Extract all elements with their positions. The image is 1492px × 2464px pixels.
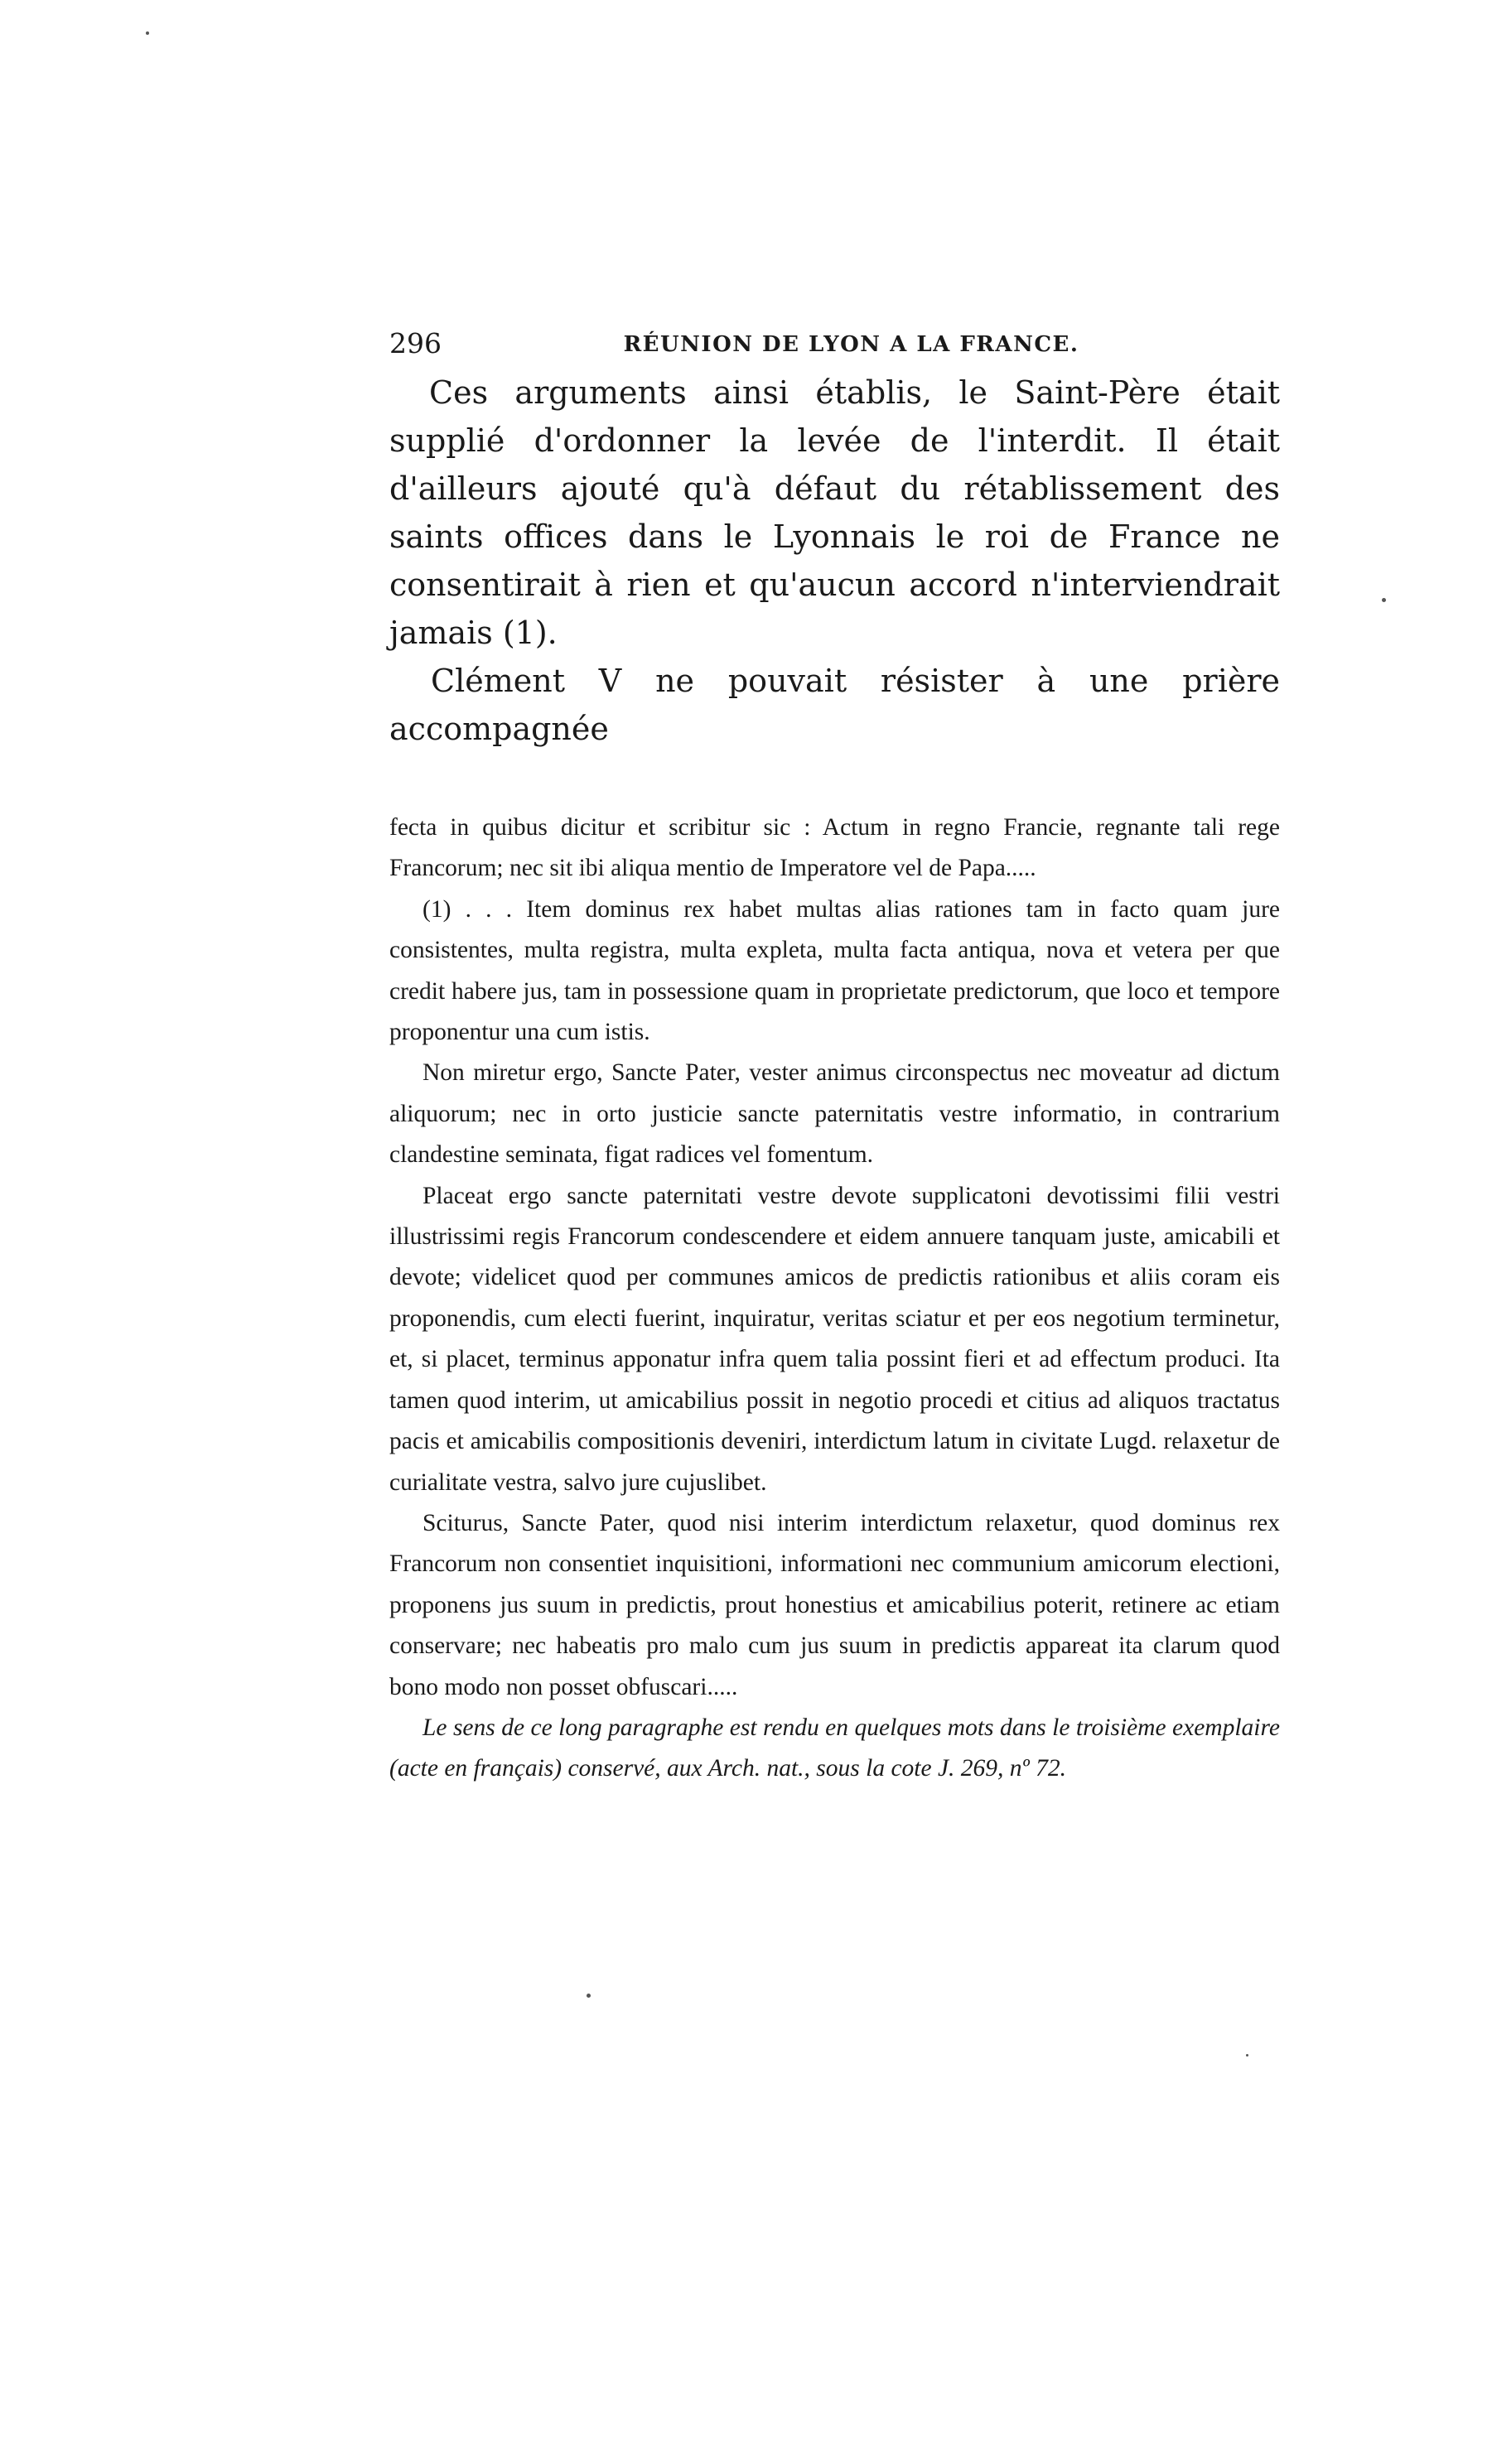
scan-speck [587, 1994, 591, 1998]
footnote-paragraph: Non miretur ergo, Sancte Pater, vester animus circonspectus nec moveatur ad dictum aliquorum; nec in orto justicie sancte paternitatis vestre informatio, in contrarium clandestine seminata, figat radices vel fomentum. [389, 1059, 1280, 1169]
footnote-continuation: fecta in quibus dicitur et scribitur sic : Actum in regno Francie, regnante tali rege Francorum; nec sit ibi aliqua mentio de Imperatore vel de Papa..... [389, 814, 1280, 882]
main-paragraph: Ces arguments ainsi établis, le Saint-Père était supplié d'ordonner la levée de l'interdit. Il était d'ailleurs ajouté qu'à défaut du rétablissement des saints offices dans le Lyonnais le roi de France ne consentirait à rien et qu'aucun accord n'interviendrait jamais (1). [389, 374, 1280, 651]
footnote-paragraph: Sciturus, Sancte Pater, quod nisi interim interdictum relaxetur, quod dominus rex Francorum non consentiet inquisitioni, informationi nec communium amicorum electioni, proponens jus suum in predictis, prout honestius et amicabilius poterit, retinere ac etiam conservare; nec habeatis pro malo cum jus suum in predictis appareat ita clarum quod bono modo non posset obfuscari..... [389, 1509, 1280, 1700]
page-body [389, 327, 1280, 1790]
scan-speck [146, 31, 149, 35]
running-title: RÉUNION DE LYON A LA FRANCE. [623, 332, 1079, 357]
editorial-note: Le sens de ce long paragraphe est rendu en quelques mots dans le troisième exemplaire (acte en français) conservé, aux Arch. nat., sous la cote J. 269, nº 72. [389, 1714, 1280, 1782]
footnote-text: . . . Item dominus rex habet multas alias rationes tam in facto quam jure consistentes, multa registra, multa expleta, multa facta antiqua, nova et vetera per que credit habere jus, tam in possessione quam in proprietate predictorum, que loco et tempore proponentur una cum istis. [389, 895, 1280, 1046]
main-paragraph: Clément V ne pouvait résister à une prière accompagnée [389, 663, 1280, 747]
main-text [389, 369, 1280, 753]
scan-speck [1382, 598, 1386, 602]
footnotes [389, 808, 1280, 1790]
footnote-paragraph: Placeat ergo sancte paternitati vestre devote supplicatoni devotissimi filii vestri illustrissimi regis Francorum condescendere et eidem annuere tanquam juste, amicabili et devote; videlicet quod per communes amicos de predictis rationibus et aliis coram eis proponendis, cum electi fuerint, inquiratur, veritas sciatur et per eos negotium terminetur, et, si placet, terminus apponatur infra quem talia possint fieri et ad effectum produci. Ita tamen quod interim, ut amicabilius possit in negotio procedi et citius ad aliquos tractatus pacis et amicabilis compositionis deveniri, interdictum latum in civitate Lugd. relaxetur de curialitate vestra, salvo jure cujuslibet. [389, 1182, 1280, 1496]
scan-speck [1246, 2054, 1248, 2057]
page-number: 296 [389, 327, 442, 359]
footnote-paragraph [389, 890, 1280, 1054]
footnote-marker: (1) [422, 895, 451, 923]
running-header [389, 327, 1280, 367]
